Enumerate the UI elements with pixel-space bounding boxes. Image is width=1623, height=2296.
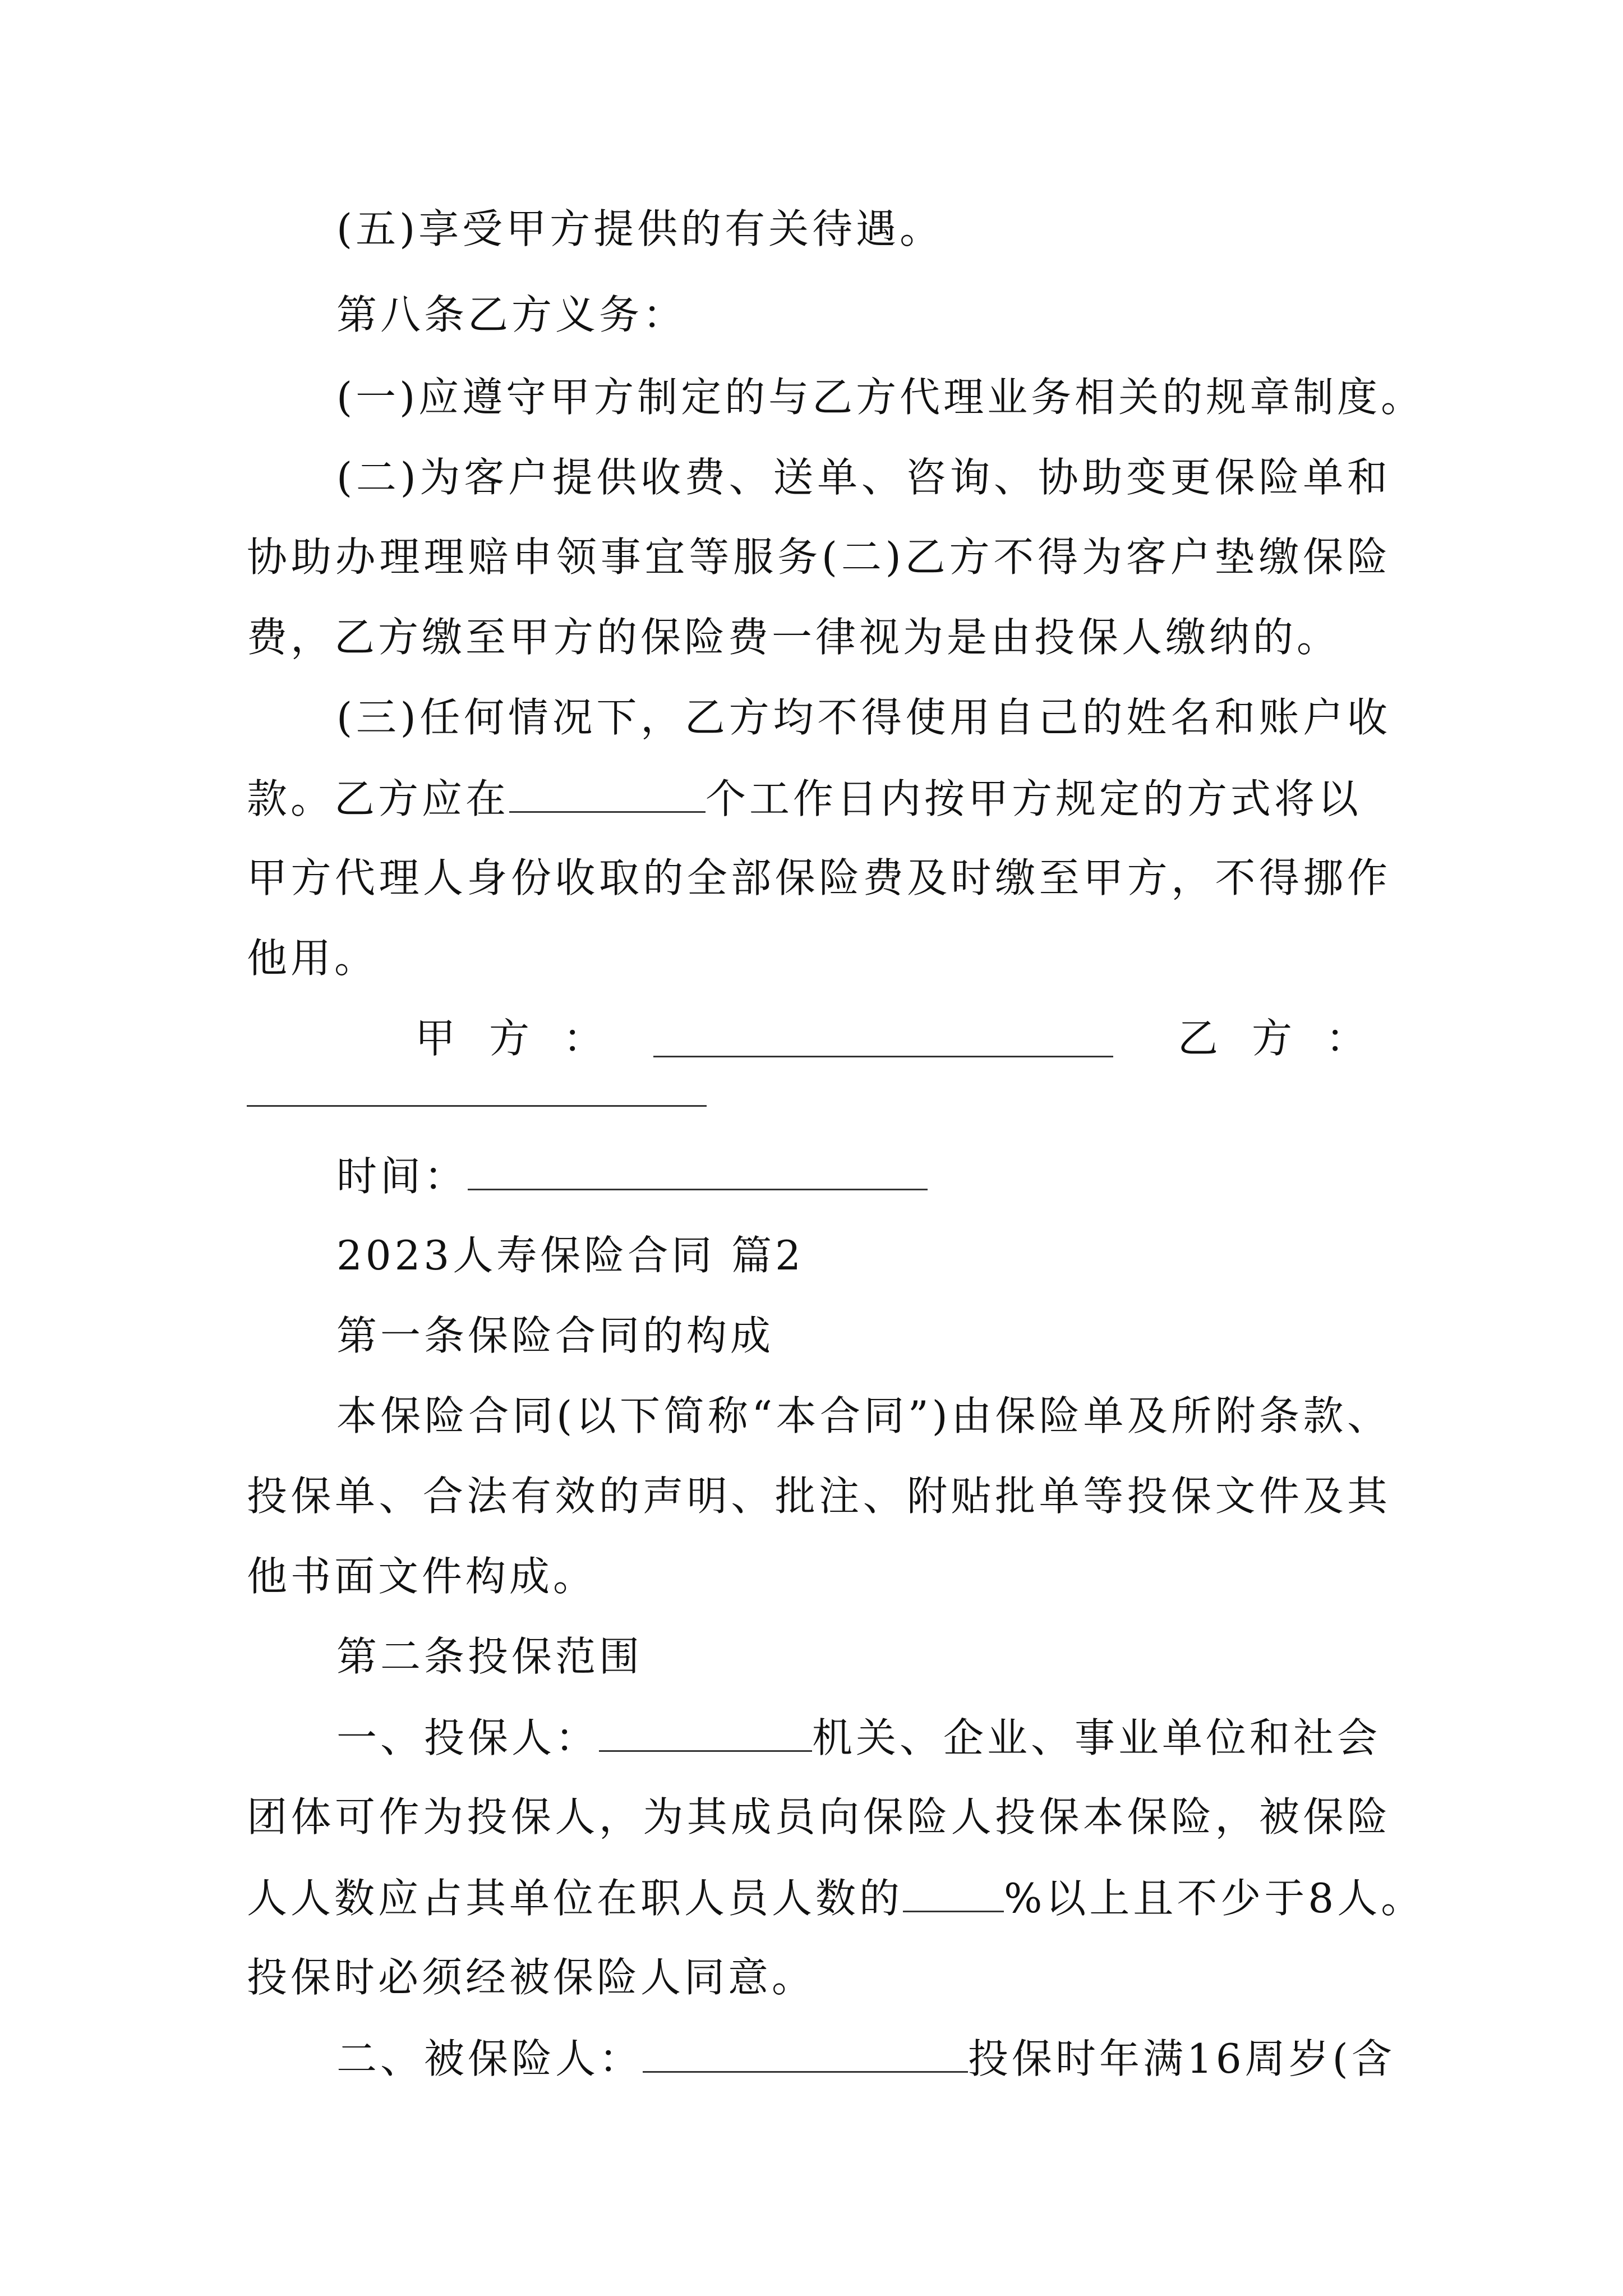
paragraph-line: (二)为客户提供收费、送单、咨询、协助变更保险单和 xyxy=(336,454,1391,501)
party-a-label: 甲方： xyxy=(415,1015,638,1062)
paragraph-line xyxy=(336,1714,1391,1761)
party-a-signature-line xyxy=(653,1056,1113,1057)
paragraph-line: 费，乙方缴至甲方的保险费一律视为是由投保人缴纳的。 xyxy=(247,614,1341,661)
party-b-signature-line xyxy=(247,1105,707,1107)
paragraph-line: (一)应遵守甲方制定的与乙方代理业务相关的规章制度。 xyxy=(336,374,1425,421)
text-segment: %以上且不少于8人。 xyxy=(1004,1875,1425,1922)
article-heading: 第八条乙方义务： xyxy=(336,291,687,338)
paragraph-line: (三)任何情况下，乙方均不得使用自己的姓名和账户收 xyxy=(336,694,1391,741)
fill-in-blank xyxy=(599,1717,812,1752)
paragraph-line: 投保单、合法有效的声明、批注、附贴批单等投保文件及其 xyxy=(247,1473,1391,1520)
paragraph-line xyxy=(336,2035,1395,2082)
paragraph-line: 团体可作为投保人，为其成员向保险人投保本保险，被保险 xyxy=(247,1793,1391,1841)
paragraph-line: 甲方代理人身份收取的全部保险费及时缴至甲方，不得挪作 xyxy=(247,854,1391,901)
text-segment: 人人数应占其单位在职人员人数的 xyxy=(247,1875,903,1922)
time-blank xyxy=(468,1155,928,1190)
paragraph-line: 协助办理理赔申领事宜等服务(二)乙方不得为客户垫缴保险 xyxy=(247,533,1391,581)
article-heading: 第二条投保范围 xyxy=(336,1633,643,1680)
fill-in-blank xyxy=(643,2037,968,2073)
paragraph-line: 他用。 xyxy=(247,935,379,982)
paragraph-line xyxy=(247,775,1391,822)
paragraph-line: 本保险合同(以下简称“本合同”)由保险单及所附条款、 xyxy=(336,1392,1391,1439)
paragraph-line: 投保时必须经被保险人同意。 xyxy=(247,1954,816,2001)
text-segment: 款。乙方应在 xyxy=(247,775,510,822)
paragraph-line xyxy=(247,1875,1425,1922)
text-segment: 一、投保人： xyxy=(336,1714,600,1761)
paragraph-line: 他书面文件构成。 xyxy=(247,1553,597,1600)
time-label: 时间： xyxy=(336,1153,468,1200)
text-segment: 个工作日内按甲方规定的方式将以 xyxy=(706,775,1362,822)
paragraph-line: (五)享受甲方提供的有关待遇。 xyxy=(336,205,944,252)
fill-in-blank xyxy=(903,1877,1004,1912)
text-segment: 二、被保险人： xyxy=(336,2035,643,2082)
party-b-label: 乙方： xyxy=(1178,1015,1400,1062)
section-title: 2023人寿保险合同 篇2 xyxy=(336,1232,804,1279)
fill-in-blank xyxy=(509,777,706,813)
text-segment: 投保时年满16周岁(含 xyxy=(968,2035,1395,2082)
article-heading: 第一条保险合同的构成 xyxy=(336,1312,774,1359)
time-row xyxy=(336,1153,1391,1200)
text-segment: 机关、企业、事业单位和社会 xyxy=(812,1714,1381,1761)
